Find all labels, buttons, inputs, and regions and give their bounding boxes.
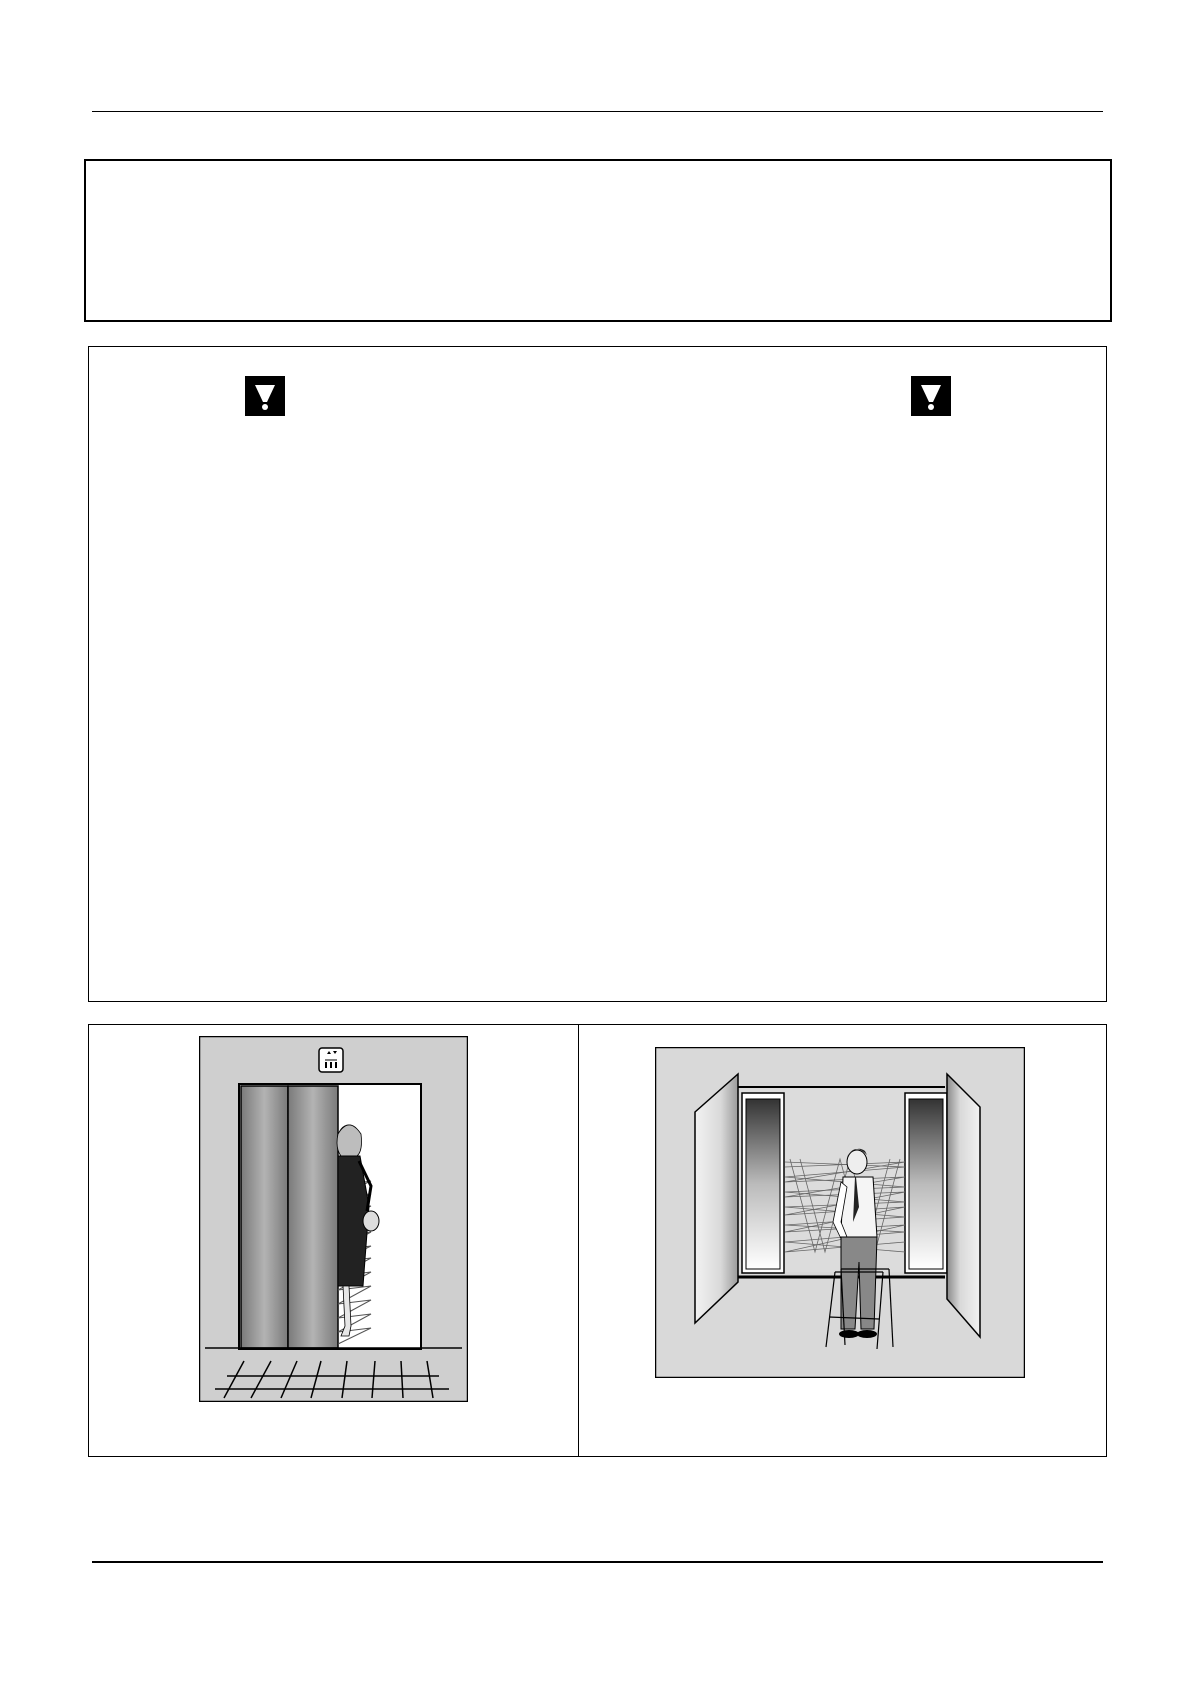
elevator-door-sensor-walker-illustration [655, 1047, 1025, 1378]
elevator-door-light-curtain-illustration [199, 1036, 468, 1402]
warning-exclamation-icon [911, 376, 951, 416]
warning-exclamation-icon [245, 376, 285, 416]
figure-divider [578, 1025, 579, 1456]
top-rule [92, 111, 1103, 112]
bottom-rule [92, 1561, 1103, 1563]
warning-text-box [88, 346, 1107, 1002]
header-box [84, 159, 1112, 322]
